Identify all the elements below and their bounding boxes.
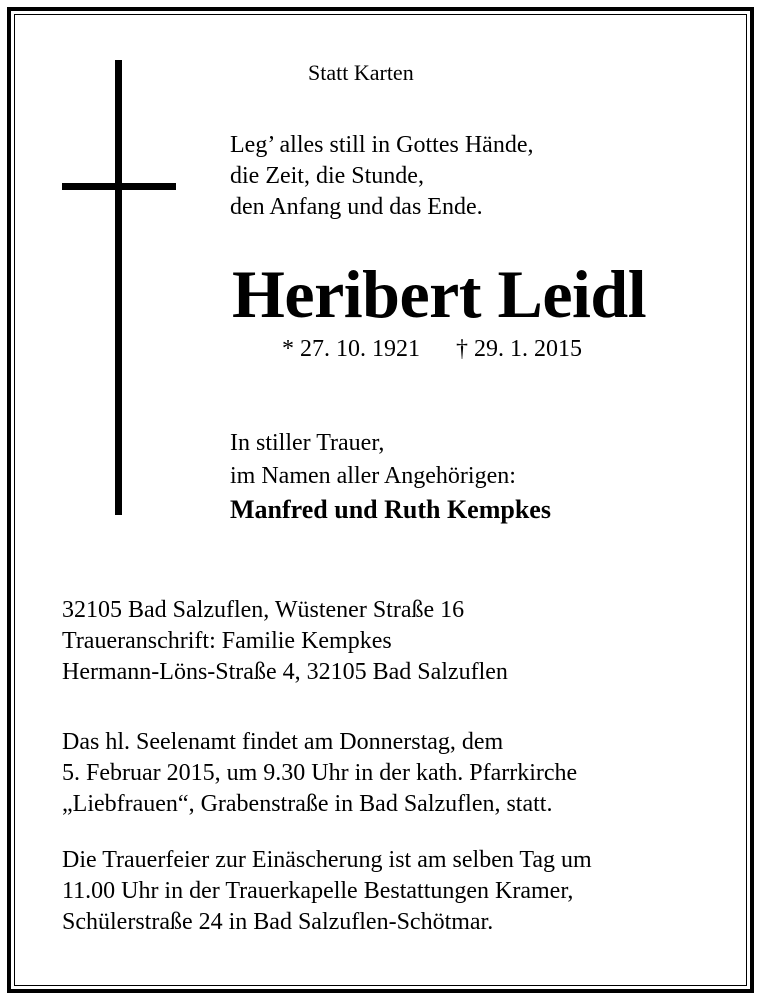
address-line: Traueranschrift: Familie Kempkes — [62, 628, 392, 654]
verse — [230, 130, 533, 223]
mourners-block — [230, 427, 551, 526]
address-block — [62, 595, 508, 688]
relatives-line: im Namen aller Angehörigen: — [230, 463, 516, 489]
deceased-name: Heribert Leidl — [232, 256, 647, 332]
birth-date: * 27. 10. 1921 — [282, 336, 420, 362]
life-dates — [282, 334, 582, 364]
ceremony-line: Schülerstraße 24 in Bad Salzuflen-Schötmar. — [62, 909, 494, 935]
statt-karten-label: Statt Karten — [308, 60, 414, 85]
cross-vertical-bar — [115, 60, 122, 515]
ceremony-line: Die Trauerfeier zur Einäscherung ist am selben Tag um — [62, 847, 592, 873]
address-line: 32105 Bad Salzuflen, Wüstener Straße 16 — [62, 597, 465, 623]
mourning-line: In stiller Trauer, — [230, 430, 385, 456]
death-date: † 29. 1. 2015 — [456, 336, 582, 362]
verse-line: Leg’ alles still in Gottes Hände, — [230, 132, 534, 158]
address-line: Hermann-Löns-Straße 4, 32105 Bad Salzuflen — [62, 659, 508, 685]
mass-line: 5. Februar 2015, um 9.30 Uhr in der kath. Pfarrkirche — [62, 760, 578, 786]
mass-line: Das hl. Seelenamt findet am Donnerstag, dem — [62, 729, 504, 755]
funeral-ceremony-block — [62, 845, 592, 938]
mass-line: „Liebfrauen“, Grabenstraße in Bad Salzuflen, statt. — [62, 791, 553, 817]
verse-line: den Anfang und das Ende. — [230, 194, 483, 220]
ceremony-line: 11.00 Uhr in der Trauerkapelle Bestattungen Kramer, — [62, 878, 574, 904]
verse-line: die Zeit, die Stunde, — [230, 163, 424, 189]
requiem-mass-block — [62, 727, 577, 820]
mourner-names: Manfred und Ruth Kempkes — [230, 495, 551, 524]
cross-horizontal-bar — [62, 183, 176, 190]
